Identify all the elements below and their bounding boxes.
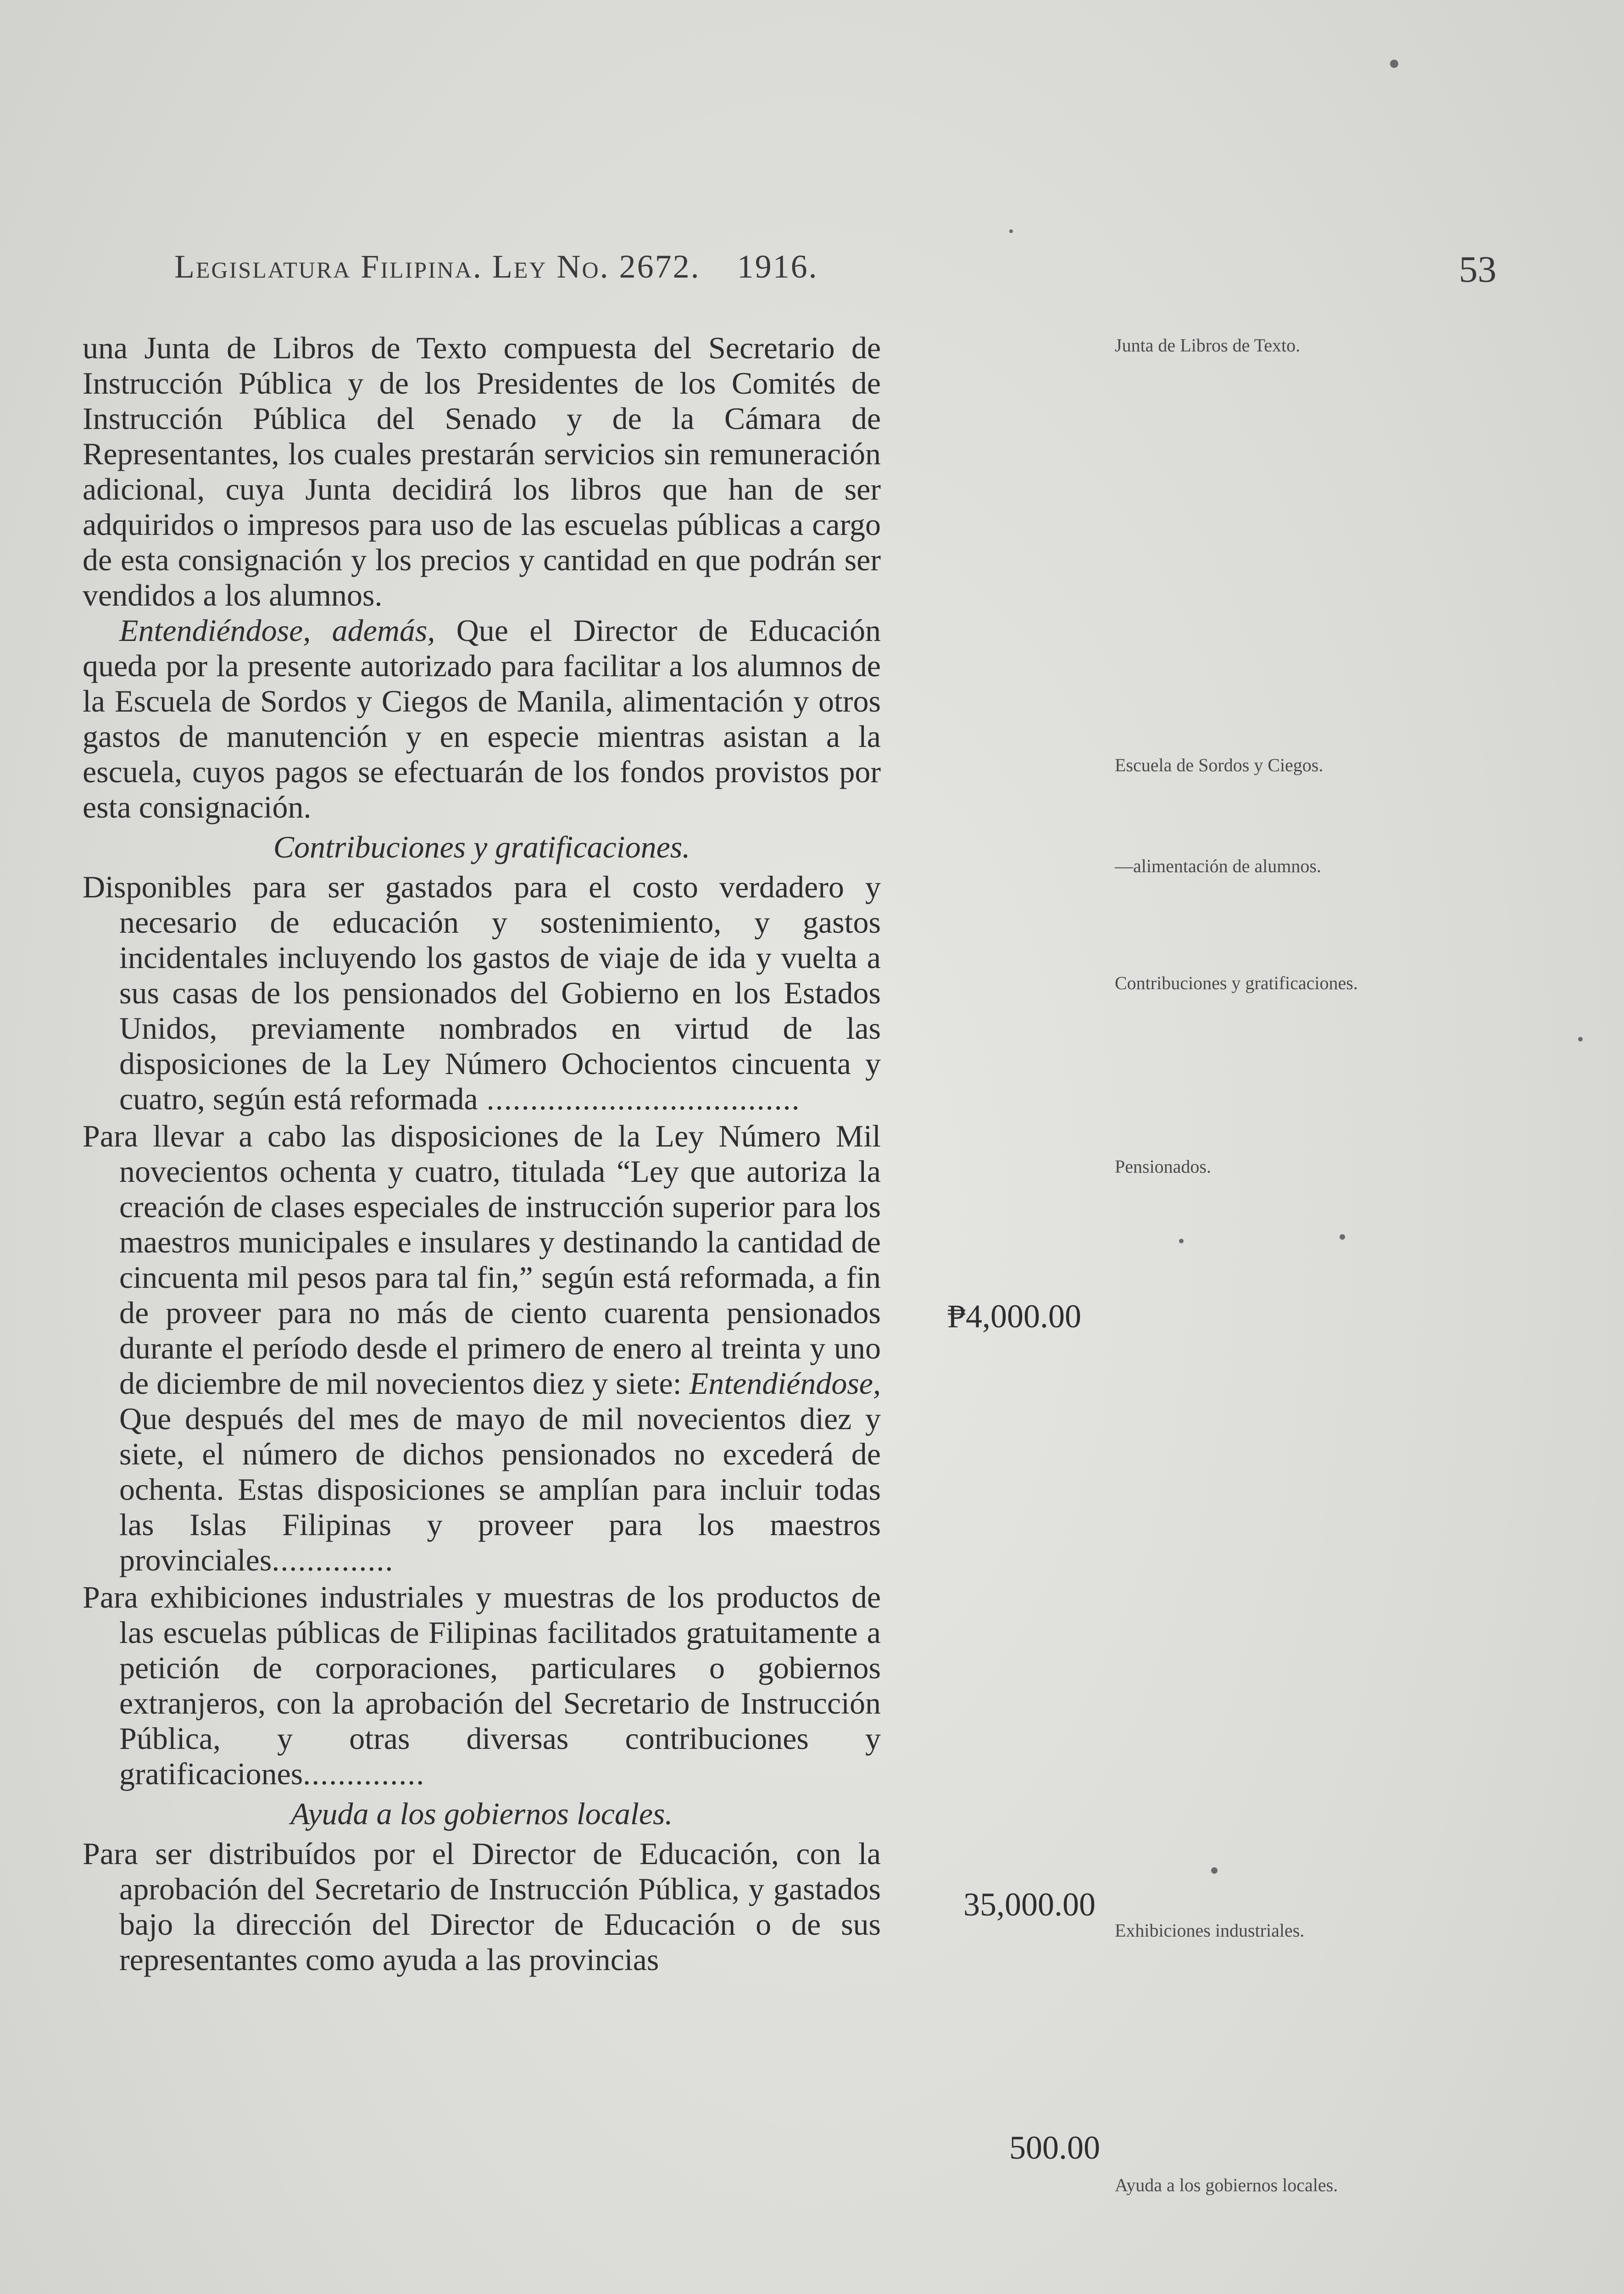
item-ayuda: Para ser distribuídos por el Director de Educación, con la aprobación del Secretario de Instrucción Pública, y gastados bajo la dirección del Director de Educación o de sus representantes como ayuda a las provincias bbox=[83, 1836, 881, 1977]
amount-pensionados: ₱4,000.00 bbox=[947, 1298, 1082, 1335]
item-maestros-proviso: Entendiéndose, bbox=[689, 1366, 881, 1401]
page-number: 53 bbox=[1459, 248, 1496, 290]
header-year: 1916. bbox=[737, 248, 818, 285]
scan-speck bbox=[1179, 1239, 1184, 1243]
header-title: Legislatura Filipina. Ley No. 2672. bbox=[174, 248, 701, 285]
paragraph-entendiendose bbox=[83, 613, 881, 825]
scan-speck bbox=[1211, 1867, 1218, 1874]
margin-note-pensionados: Pensionados. bbox=[1115, 1156, 1211, 1177]
section-heading-contribuciones: Contribuciones y gratificaciones. bbox=[273, 830, 690, 864]
running-header bbox=[174, 248, 818, 286]
section-heading-ayuda: Ayuda a los gobiernos locales. bbox=[290, 1796, 673, 1831]
margin-note-ayuda: Ayuda a los gobiernos locales. bbox=[1115, 2175, 1338, 2195]
proviso-lead: Entendiéndose, además, bbox=[119, 613, 435, 648]
item-maestros-text-b: Que después del mes de mayo de mil novecientos diez y siete, el número de dichos pensionados no excederá de ochenta. Estas disposiciones se amplían para incluir todas las Islas Filipinas y proveer para los maestros provinciales bbox=[119, 1401, 881, 1577]
paragraph-junta: una Junta de Libros de Texto compuesta del Secretario de Instrucción Pública y de los Presidentes de los Comités de Instrucción Pública del Senado y de la Cámara de Representantes, los cuales prestarán servicios sin remuneración adicional, cuya Junta decidirá los libros que han de ser adquiridos o impresos para uso de las escuelas públicas a cargo de esta consignación y los precios y cantidad en que podrán ser vendidos a los alumnos. bbox=[83, 330, 881, 612]
item-maestros-text-a: Para llevar a cabo las disposiciones de la Ley Número Mil novecientos ochenta y cuatro, titulada “Ley que autoriza la creación de clases especiales de instrucción superior para los maestros municipales e insulares y destinando la cantidad de cincuenta mil pesos para tal fin,” según está reformada, a fin de proveer para no más de ciento cuarenta pensionados durante el período desde el primero de enero al treinta y uno de diciembre de mil novecientos diez y siete: bbox=[83, 1119, 881, 1401]
scan-speck bbox=[1390, 60, 1398, 68]
leader-dots: .............. bbox=[272, 1542, 394, 1577]
proviso-text: Que el Director de Educación queda por la presente autorizado para facilitar a los alumnos de la Escuela de Sordos y Ciegos de Manila, alimentación y otros gastos de manutención y en especie mientras asistan a la escuela, cuyos pagos se efectuarán de los fondos provistos por esta consignación. bbox=[83, 613, 881, 824]
item-exhibiciones-text: Para exhibiciones industriales y muestras de los productos de las escuelas públicas de Filipinas facilitados gratuitamente a petición de corporaciones, particulares o gobiernos extranjeros, con la aprobación del Secretario de Instrucción Pública, y otras diversas contribuciones y gratificaciones bbox=[83, 1580, 881, 1791]
margin-note-exhibiciones: Exhibiciones industriales. bbox=[1115, 1920, 1305, 1941]
main-text-column bbox=[83, 330, 881, 1977]
leader-dots: .............. bbox=[303, 1756, 425, 1791]
scan-speck bbox=[1578, 1037, 1583, 1041]
amount-exhibiciones: 500.00 bbox=[1009, 2129, 1100, 2166]
scan-speck bbox=[1340, 1234, 1345, 1240]
item-maestros bbox=[83, 1119, 881, 1578]
scan-speck bbox=[1009, 229, 1013, 233]
item-pensionados-text: Disponibles para ser gastados para el costo verdadero y necesario de educación y sostenimiento, y gastos incidentales incluyendo los gastos de viaje de ida y vuelta a sus casas de los pensionados del Gobierno en los Estados Unidos, previamente nombrados en virtud de las disposiciones de la Ley Número Ochocientos cincuenta y cuatro, según está reformada bbox=[83, 869, 881, 1116]
margin-note-contribuciones: Contribuciones y gratificaciones. bbox=[1115, 973, 1358, 993]
margin-note-escuela: Escuela de Sordos y Ciegos. bbox=[1115, 755, 1324, 775]
item-exhibiciones bbox=[83, 1580, 881, 1792]
item-pensionados bbox=[83, 869, 881, 1117]
leader-dots: .................................... bbox=[478, 1081, 801, 1116]
margin-note-alimentacion: —alimentación de alumnos. bbox=[1115, 856, 1321, 876]
margin-note-junta: Junta de Libros de Texto. bbox=[1115, 335, 1301, 356]
amount-maestros: 35,000.00 bbox=[963, 1886, 1096, 1923]
